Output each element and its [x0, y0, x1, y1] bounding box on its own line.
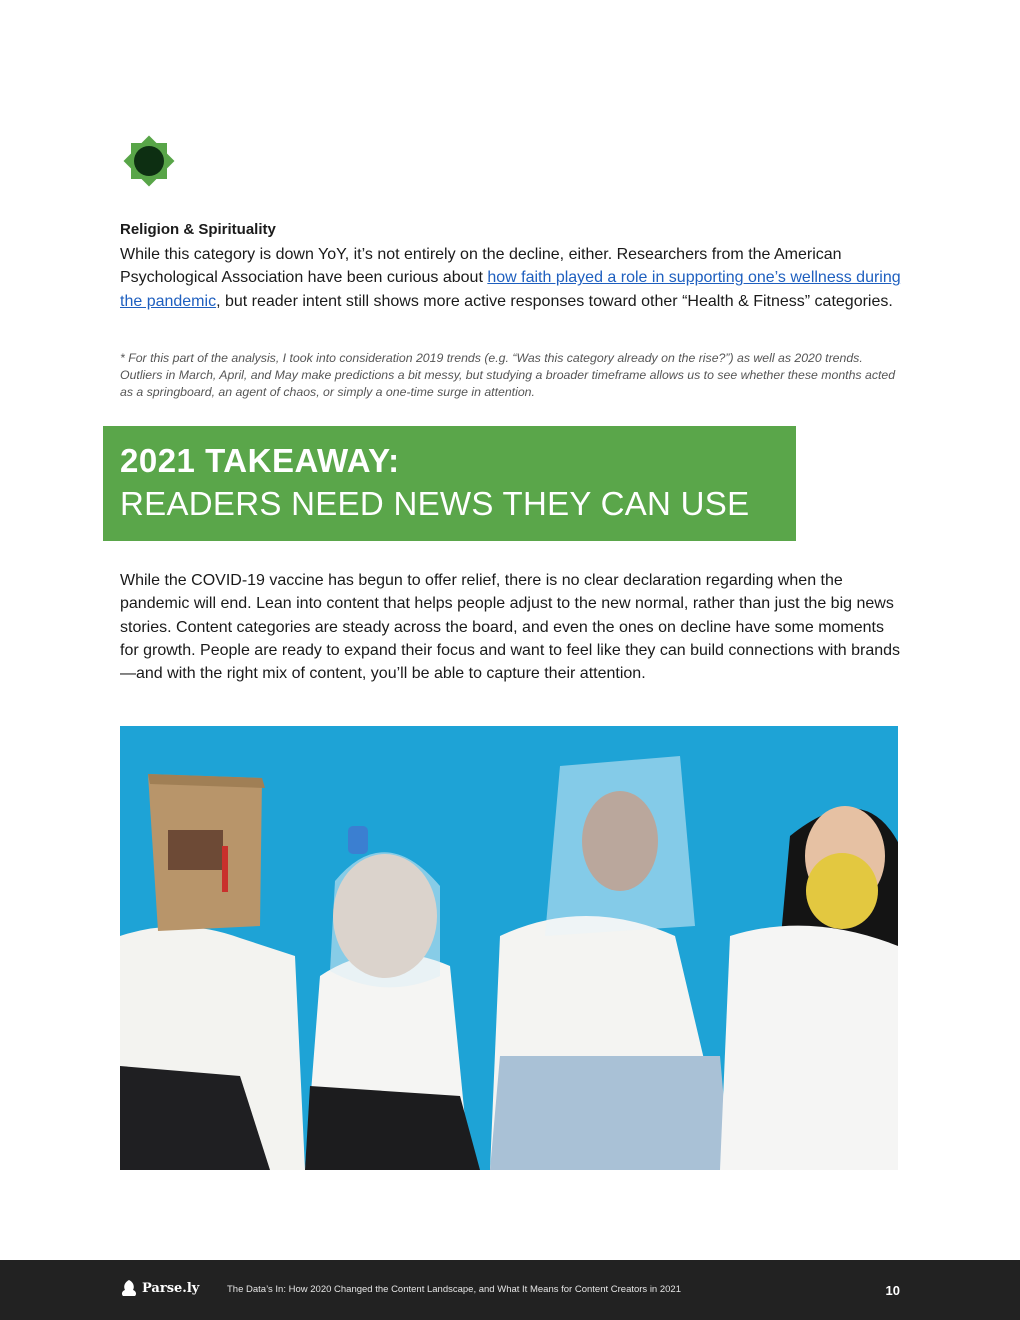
section-body-intro: While this category is down YoY, it’s not entirely on the decline, either. Researchers from the American Psychological Association have been curious about	[120, 246, 842, 287]
main-body-text: While the COVID-19 vaccine has begun to offer relief, there is no clear declaration regarding when the pandemic will end. Lean into content that helps people adjust to the new normal, rather than just the big news stories. Content categories are steady across the board, and even the ones on decline have some moments for growth. People are ready to expand their focus and want to feel like they can build connections with brands—and with the right mix of content, you’ll be able to capture their attention.	[120, 572, 901, 683]
section-body-outro: , but reader intent still shows more active responses toward other “Health & Fitness” categories.	[216, 292, 893, 310]
takeaway-heading: 2021 TAKEAWAY:	[120, 442, 400, 479]
wellness-link[interactable]: how faith played a role in supporting one’s wellness during the pandemic	[120, 269, 901, 310]
logo-text: Parse.ly	[142, 1280, 200, 1296]
section-title: Religion & Spirituality	[120, 221, 276, 238]
parsely-logo[interactable]	[119, 1279, 199, 1297]
footer-caption: The Data’s In: How 2020 Changed the Content Landscape, and What It Means for Content Creators in 2021	[227, 1284, 681, 1295]
sun-badge-icon	[119, 131, 179, 191]
footnote: * For this part of the analysis, I took into consideration 2019 trends (e.g. “Was this category already on the rise?”) as well as 2020 trends. Outliers in March, April, and May make predictions a bit messy, but studying a broader timeframe allows us to see whether these months acted as a springboard, an agent of chaos, or simply a one-time surge in attention.	[120, 351, 896, 399]
group-photo	[120, 726, 898, 1170]
section-body	[120, 243, 905, 313]
page-footer	[0, 1260, 1020, 1320]
parsely-leaf-icon	[119, 1279, 139, 1297]
takeaway-banner	[103, 426, 796, 541]
takeaway-subheading: READERS NEED NEWS THEY CAN USE	[120, 485, 750, 522]
page-number: 10	[885, 1283, 900, 1298]
